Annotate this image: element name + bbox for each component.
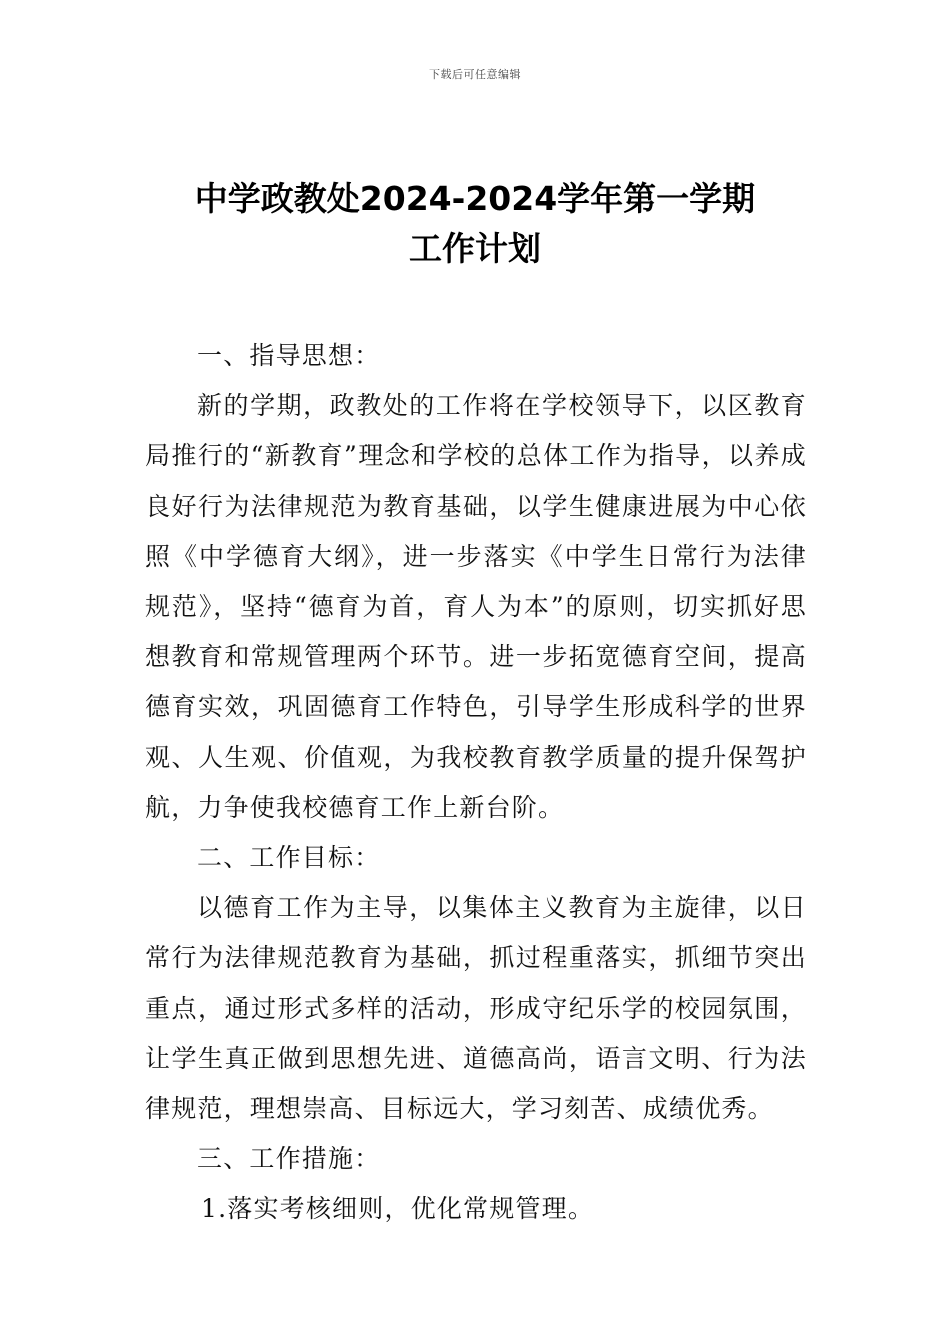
title-line-1: 中学政教处2024-2024学年第一学期 — [194, 179, 756, 218]
section-heading-guiding-ideology: 一、指导思想： — [197, 341, 381, 370]
title-line-2: 工作计划 — [409, 229, 541, 268]
section-heading-work-goals: 二、工作目标： — [197, 843, 381, 873]
section-paragraph-guiding-ideology: 新的学期，政教处的工作将在学校领导下，以区教育局推行的“新教育”理念和学校的总体工作为指导，以养成良好行为法律规范为教育基础，以学生健康进展为中心依照《中学德育大纲》，进一步落实《中学生日常行为法律规范》，坚持“德育为首，育人为本”的原则，切实抓好思想教育和常规管理两个环节。进一步拓宽德育空间，提高德育实效，巩固德育工作特色，引导学生形成科学的世界观、人生观、价值观，为我校教育教学质量的提升保驾护航，力争使我校德育工作上新台阶。 — [145, 391, 807, 822]
section-paragraph-work-goals: 以德育工作为主导，以集体主义教育为主旋律，以日常行为法律规范教育为基础，抓过程重落实，抓细节突出重点，通过形式多样的活动，形成守纪乐学的校园氛围，让学生真正做到思想先进、道德高尚，语言文明、行为法律规范，理想崇高、目标远大，学习刻苦、成绩优秀。 — [145, 893, 807, 1124]
measure-item-1: 1.落实考核细则，优化常规管理。 — [201, 1194, 595, 1224]
section-heading-work-measures: 三、工作措施： — [197, 1144, 381, 1174]
document-body — [145, 331, 807, 1235]
document-title — [0, 174, 950, 274]
page-header-note: 下载后可任意编辑 — [429, 68, 521, 81]
